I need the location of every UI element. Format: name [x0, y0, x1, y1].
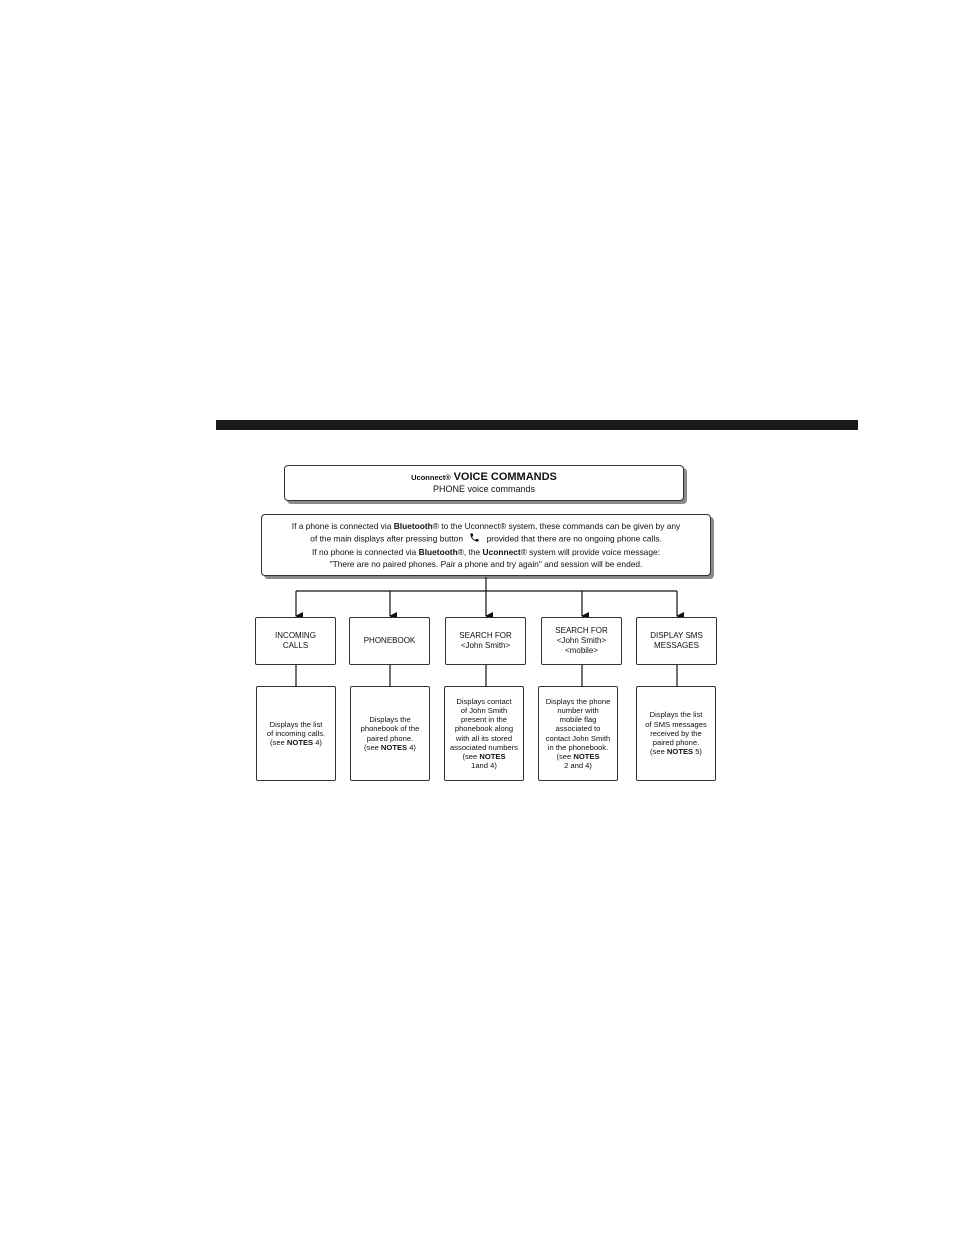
- notes-prefix: (see: [364, 742, 381, 752]
- notes-number: 4): [407, 742, 416, 752]
- command-label: INCOMING: [275, 631, 316, 640]
- command-incoming-calls: [255, 617, 336, 665]
- info-bold-text: Bluetooth: [393, 520, 433, 531]
- notes-prefix: (see: [650, 747, 667, 757]
- description-line: mobile flag: [559, 715, 597, 724]
- description-line: received by the: [650, 728, 702, 738]
- notes-reference: [364, 743, 416, 752]
- command-label: CALLS: [282, 641, 309, 650]
- diagram-subtitle: PHONE voice commands: [432, 484, 536, 495]
- notes-prefix: (see: [270, 738, 287, 748]
- info-text: provided that there are no ongoing phone calls.: [486, 533, 662, 544]
- notes-reference: [462, 752, 505, 761]
- notes-number: 2 and 4): [564, 761, 592, 771]
- description-line: phonebook along: [454, 724, 514, 734]
- info-text: If a phone is connected via: [291, 520, 394, 531]
- description-line: with all its stored: [455, 733, 513, 743]
- command-label: <John Smith>: [556, 636, 607, 645]
- description-line: of incoming calls.: [266, 728, 326, 738]
- command-label: <mobile>: [565, 646, 598, 655]
- description-line: Displays the: [369, 715, 411, 724]
- description-incoming-calls: [256, 686, 336, 781]
- command-label: PHONEBOOK: [363, 636, 416, 645]
- command-label: SEARCH FOR: [555, 626, 608, 635]
- description-display-sms: [636, 686, 716, 781]
- info-text: If no phone is connected via: [312, 547, 419, 557]
- description-line: of SMS messages: [645, 719, 707, 729]
- command-search-mobile: [541, 617, 622, 665]
- command-display-sms: [636, 617, 717, 665]
- brand-name: Uconnect®: [411, 472, 451, 482]
- description-line: Displays the phone: [545, 696, 611, 706]
- description-line: Displays contact: [456, 696, 512, 706]
- description-line: number with: [557, 705, 599, 715]
- description-phonebook: [350, 686, 430, 781]
- description-search-contact: [444, 686, 524, 781]
- notes-label: NOTES: [479, 752, 506, 761]
- notes-number: 4): [313, 738, 322, 748]
- notes-prefix: (see: [556, 752, 574, 761]
- diagram-title: VOICE COMMANDS: [453, 470, 557, 483]
- notes-label: NOTES: [286, 738, 314, 748]
- notes-reference: [650, 747, 702, 756]
- info-line-4: "There are no paired phones. Pair a phone and try again" and session will be ended.: [329, 559, 643, 570]
- info-text: ®, the: [457, 547, 483, 557]
- description-line: contact John Smith: [545, 733, 611, 743]
- description-search-mobile: [538, 686, 618, 781]
- command-phonebook: [349, 617, 430, 665]
- info-text: ® system will provide voice message:: [520, 547, 660, 557]
- description-line: phonebook of the: [360, 724, 420, 734]
- command-label: <John Smith>: [460, 641, 511, 650]
- command-label: DISPLAY SMS: [650, 631, 703, 640]
- description-line: paired phone.: [366, 733, 414, 743]
- info-text: of the main displays after pressing button: [310, 533, 463, 544]
- command-label: SEARCH FOR: [459, 631, 512, 640]
- notes-label: NOTES: [666, 747, 694, 757]
- description-line: Displays the list: [269, 719, 323, 729]
- description-line: paired phone.: [652, 738, 700, 748]
- description-line: associated to: [555, 724, 601, 734]
- description-line: present in the: [460, 715, 507, 724]
- notes-label: NOTES: [573, 752, 600, 761]
- info-bold-text: Uconnect: [482, 547, 521, 557]
- notes-prefix: (see: [462, 752, 480, 761]
- description-line: in the phonebook.: [547, 742, 609, 752]
- notes-number: 5): [693, 747, 702, 757]
- command-search-contact: [445, 617, 526, 665]
- notes-reference: [270, 738, 322, 747]
- description-line: Displays the list: [649, 710, 703, 720]
- info-text: ® to the Uconnect® system, these commands can be given by any: [432, 520, 681, 531]
- description-line: associated numbers: [450, 742, 518, 752]
- notes-number: 1and 4): [471, 761, 497, 771]
- description-line: of John Smith: [460, 705, 508, 715]
- info-bold-text: Bluetooth: [418, 547, 458, 557]
- notes-label: NOTES: [380, 742, 408, 752]
- notes-reference: [556, 752, 599, 761]
- command-label: MESSAGES: [654, 641, 699, 650]
